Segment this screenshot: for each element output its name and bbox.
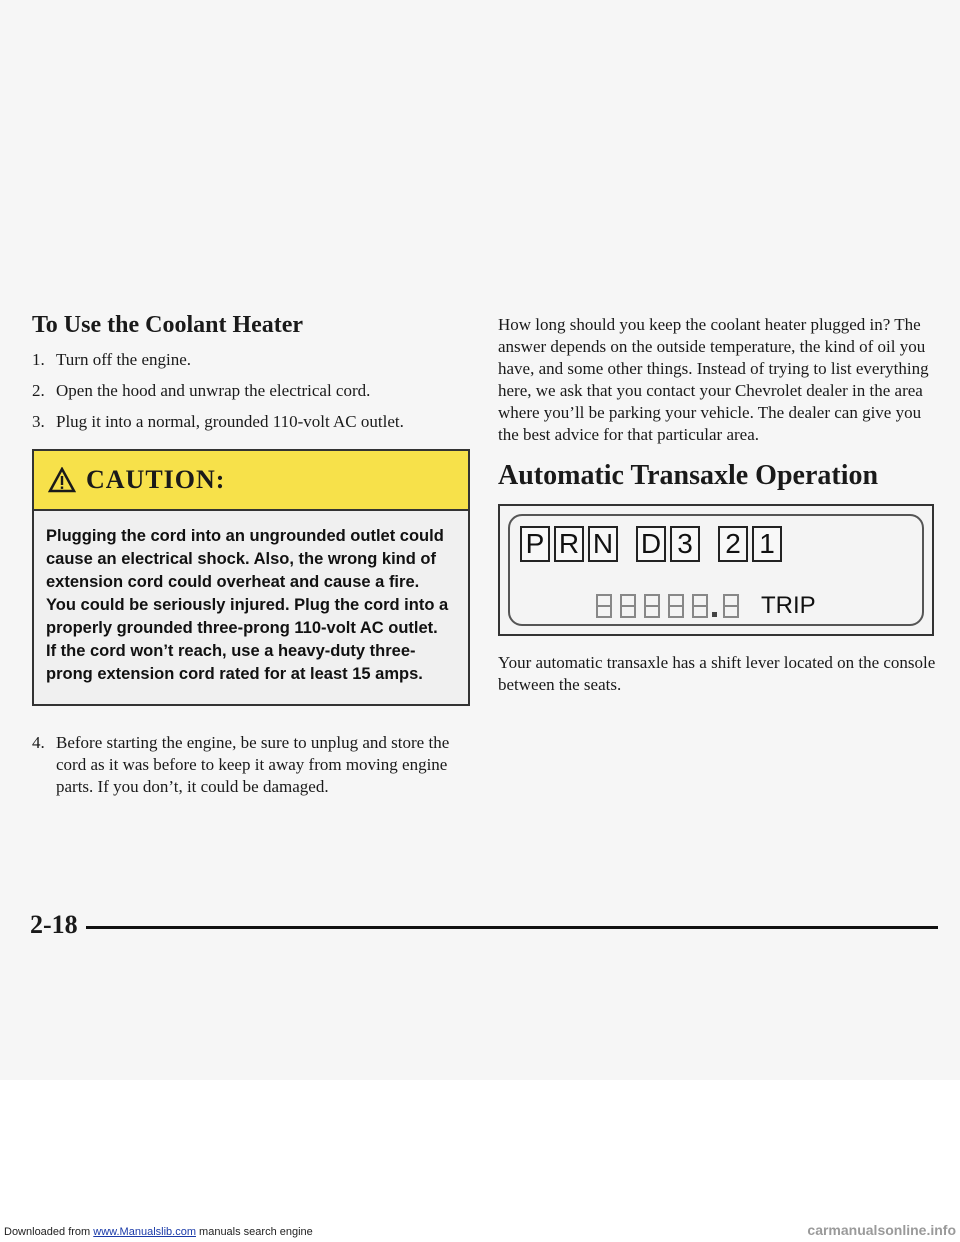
caution-text: Plugging the cord into an ungrounded outlet could cause an electrical shock. Also, the wrong kind of extension cord could overheat and cause a fire. You could be seriously injured. Plug the cord into a properly grounded three-prong 110-volt AC outlet. If the cord won’t reach, use a heavy-duty three-prong extension cord rated for at least 15 amps.: [46, 527, 449, 683]
caution-box: [32, 449, 470, 706]
transaxle-heading: Automatic Transaxle Operation: [498, 460, 879, 491]
coolant-heater-heading: To Use the Coolant Heater: [32, 312, 304, 338]
gear-indicator: 3: [670, 526, 700, 562]
odometer-digit: [668, 594, 684, 618]
step-item: 1. Turn off the engine.: [32, 350, 192, 369]
gear-indicator: D: [636, 526, 666, 562]
footer-rule: [86, 926, 938, 929]
left-column: [32, 312, 472, 798]
manualslib-link[interactable]: www.Manualslib.com: [93, 1226, 196, 1238]
odometer-digit: [723, 594, 739, 618]
step-item: 2. Open the hood and unwrap the electrical cord.: [32, 381, 371, 400]
step-item: 4. Before starting the engine, be sure to unplug and store the cord as it was before to keep it away from moving engine parts. If you don’t, it could be damaged.: [32, 733, 450, 796]
odometer-digit: [692, 594, 708, 618]
watermark: carmanualsonline.info: [807, 1222, 956, 1238]
gear-indicator: P: [520, 526, 550, 562]
coolant-steps: [32, 349, 472, 433]
trip-label: TRIP: [761, 592, 816, 619]
page-number: 2-18: [30, 910, 78, 939]
gear-indicator: R: [554, 526, 584, 562]
gear-row: [520, 526, 786, 562]
gear-indicator: 1: [752, 526, 782, 562]
transaxle-description: Your automatic transaxle has a shift lever located on the console between the seats.: [498, 653, 936, 694]
source-credit: Downloaded from www.Manualslib.com manuals search engine: [4, 1226, 313, 1238]
odometer-readout: [596, 592, 816, 620]
caution-title: CAUTION:: [86, 465, 226, 494]
odometer-digit: [620, 594, 636, 618]
right-column: [498, 314, 938, 713]
page-footer: [30, 910, 938, 940]
decimal-point: [712, 612, 717, 617]
source-bar: [0, 1080, 960, 1242]
odometer-digit: [644, 594, 660, 618]
gear-indicator: 2: [718, 526, 748, 562]
caution-header: [34, 451, 468, 511]
step-item: 3. Plug it into a normal, grounded 110-volt AC outlet.: [32, 412, 404, 431]
odometer-digit: [596, 594, 612, 618]
gear-indicator-display: [498, 504, 934, 636]
coolant-duration-paragraph: How long should you keep the coolant heater plugged in? The answer depends on the outside temperature, the kind of oil you have, and some other things. Instead of trying to list everything here, we ask that you contact your Chevrolet dealer in the area where you’ll be parking your vehicle. The dealer can give you the best advice for that particular area.: [498, 315, 929, 444]
warning-triangle-icon: [48, 467, 76, 493]
gear-indicator: N: [588, 526, 618, 562]
